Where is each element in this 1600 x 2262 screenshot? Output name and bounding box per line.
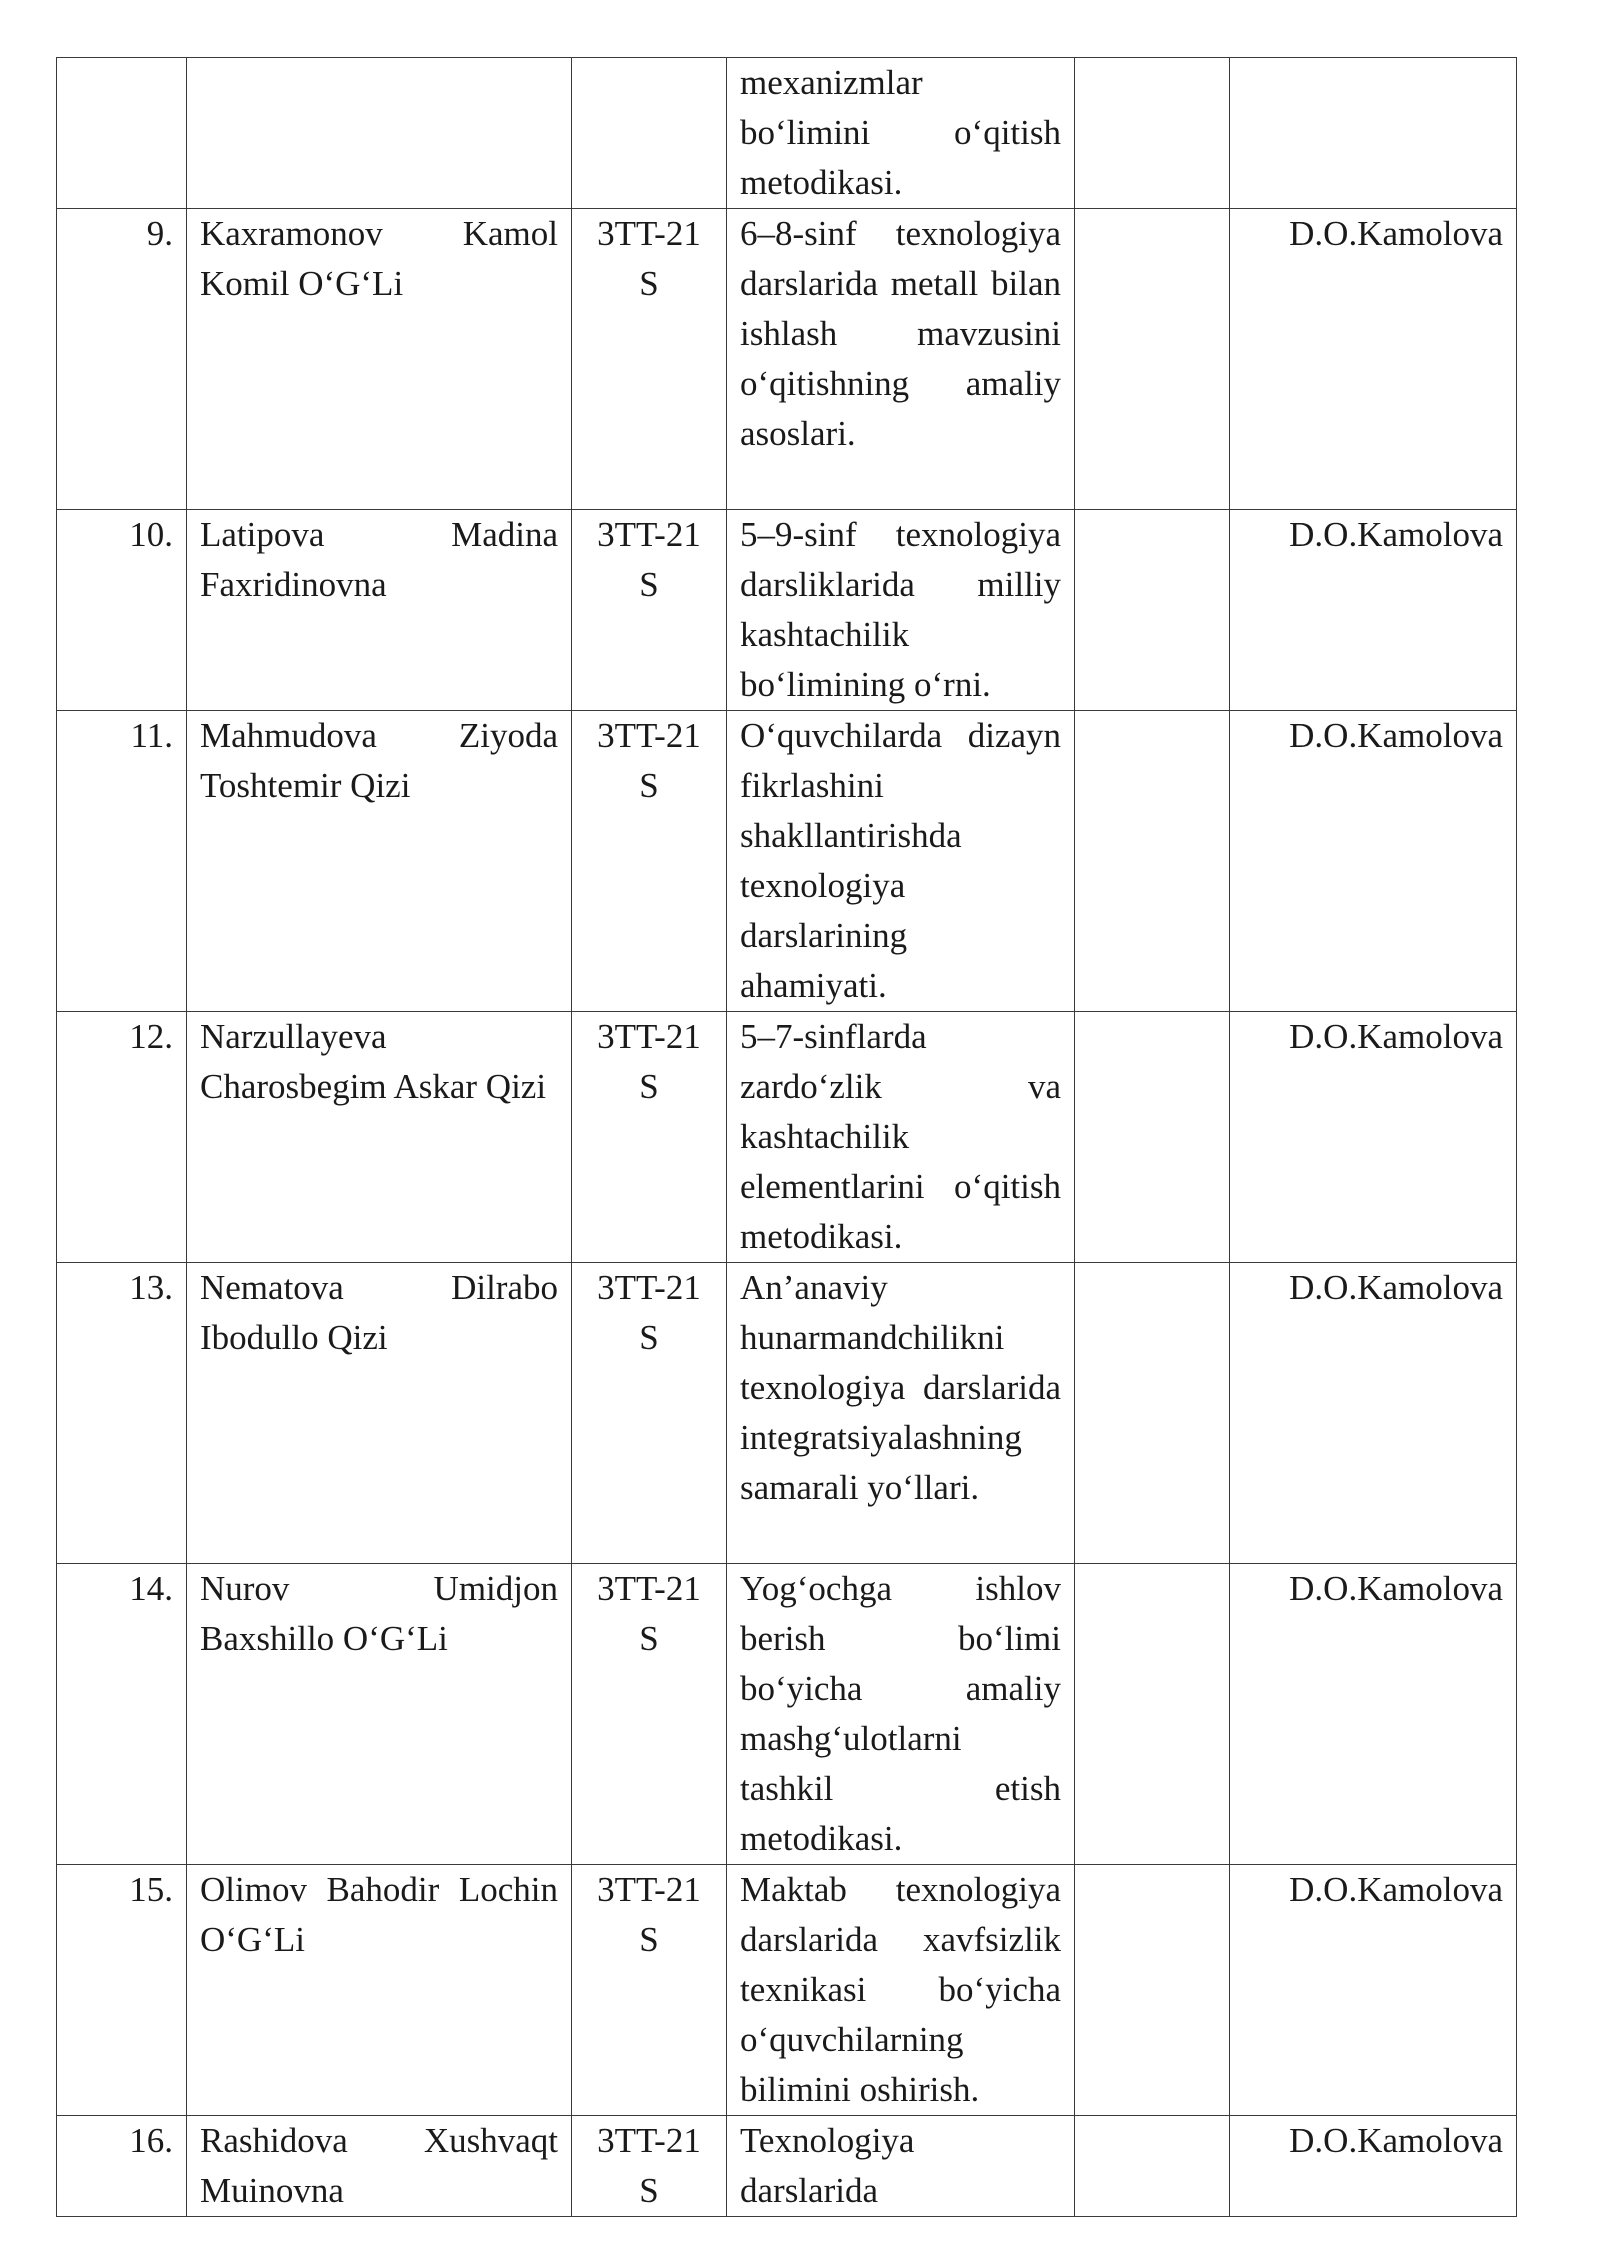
row-number: 15. xyxy=(57,1865,187,2116)
thesis-topic: Texnologiya darslarida xyxy=(727,2116,1075,2217)
empty-cell xyxy=(1075,58,1230,209)
group-code: 3TT-21 S xyxy=(572,209,727,510)
table-row xyxy=(57,1865,1517,2116)
table-row xyxy=(57,1263,1517,1564)
supervisor-name: D.O.Kamolova xyxy=(1230,1865,1517,2116)
group-code: 3TT-21 S xyxy=(572,510,727,711)
row-number: 14. xyxy=(57,1564,187,1865)
group-code: 3TT-21 S xyxy=(572,1564,727,1865)
table-row xyxy=(57,209,1517,510)
table-row xyxy=(57,1012,1517,1263)
student-name: Mahmudova Ziyoda Toshtemir Qizi xyxy=(187,711,572,1012)
row-number: 9. xyxy=(57,209,187,510)
group-code: 3TT-21 S xyxy=(572,1263,727,1564)
supervisor-name: D.O.Kamolova xyxy=(1230,1012,1517,1263)
row-number: 10. xyxy=(57,510,187,711)
student-name xyxy=(187,58,572,209)
supervisor-name: D.O.Kamolova xyxy=(1230,2116,1517,2217)
table-row xyxy=(57,58,1517,209)
supervisor-name: D.O.Kamolova xyxy=(1230,1263,1517,1564)
thesis-topic: An’anaviy hunarmandchilikni texnologiya darslarida integratsiyalashning samarali yo‘llari. xyxy=(727,1263,1075,1564)
supervisor-name xyxy=(1230,58,1517,209)
table-row xyxy=(57,510,1517,711)
student-name: Narzullayeva Charosbegim Askar Qizi xyxy=(187,1012,572,1263)
group-code: 3TT-21 S xyxy=(572,711,727,1012)
supervisor-name: D.O.Kamolova xyxy=(1230,209,1517,510)
thesis-topic: Yog‘ochga ishlov berish bo‘limi bo‘yicha amaliy mashg‘ulotlarni tashkil etish metodikasi. xyxy=(727,1564,1075,1865)
table-row xyxy=(57,711,1517,1012)
empty-cell xyxy=(1075,1012,1230,1263)
table-row xyxy=(57,1564,1517,1865)
student-name: Nurov Umidjon Baxshillo O‘G‘Li xyxy=(187,1564,572,1865)
thesis-topic: O‘quvchilarda dizayn fikrlashini shakllantirishda texnologiya darslarining ahamiyati. xyxy=(727,711,1075,1012)
row-number: 11. xyxy=(57,711,187,1012)
table-row xyxy=(57,2116,1517,2217)
empty-cell xyxy=(1075,711,1230,1012)
student-name: Kaxramonov Kamol Komil O‘G‘Li xyxy=(187,209,572,510)
student-name: Olimov Bahodir Lochin O‘G‘Li xyxy=(187,1865,572,2116)
group-code: 3TT-21 S xyxy=(572,1865,727,2116)
empty-cell xyxy=(1075,1263,1230,1564)
supervisor-name: D.O.Kamolova xyxy=(1230,510,1517,711)
group-code xyxy=(572,58,727,209)
thesis-topics-table xyxy=(56,57,1517,2217)
student-name: Nematova Dilrabo Ibodullo Qizi xyxy=(187,1263,572,1564)
supervisor-name: D.O.Kamolova xyxy=(1230,711,1517,1012)
empty-cell xyxy=(1075,510,1230,711)
thesis-topic: Maktab texnologiya darslarida xavfsizlik texnikasi bo‘yicha o‘quvchilarning bilimini oshirish. xyxy=(727,1865,1075,2116)
supervisor-name: D.O.Kamolova xyxy=(1230,1564,1517,1865)
row-number: 16. xyxy=(57,2116,187,2217)
thesis-topic: 6–8-sinf texnologiya darslarida metall bilan ishlash mavzusini o‘qitishning amaliy asoslari. xyxy=(727,209,1075,510)
empty-cell xyxy=(1075,209,1230,510)
row-number: 13. xyxy=(57,1263,187,1564)
empty-cell xyxy=(1075,1865,1230,2116)
group-code: 3TT-21 S xyxy=(572,1012,727,1263)
student-name: Latipova Madina Faxridinovna xyxy=(187,510,572,711)
thesis-topic: 5–7-sinflarda zardo‘zlik va kashtachilik elementlarini o‘qitish metodikasi. xyxy=(727,1012,1075,1263)
student-name: Rashidova Xushvaqt Muinovna xyxy=(187,2116,572,2217)
empty-cell xyxy=(1075,1564,1230,1865)
row-number xyxy=(57,58,187,209)
group-code: 3TT-21 S xyxy=(572,2116,727,2217)
thesis-topic: 5–9-sinf texnologiya darsliklarida milliy kashtachilik bo‘limining o‘rni. xyxy=(727,510,1075,711)
row-number: 12. xyxy=(57,1012,187,1263)
empty-cell xyxy=(1075,2116,1230,2217)
thesis-topic: mexanizmlar bo‘limini o‘qitish metodikasi. xyxy=(727,58,1075,209)
